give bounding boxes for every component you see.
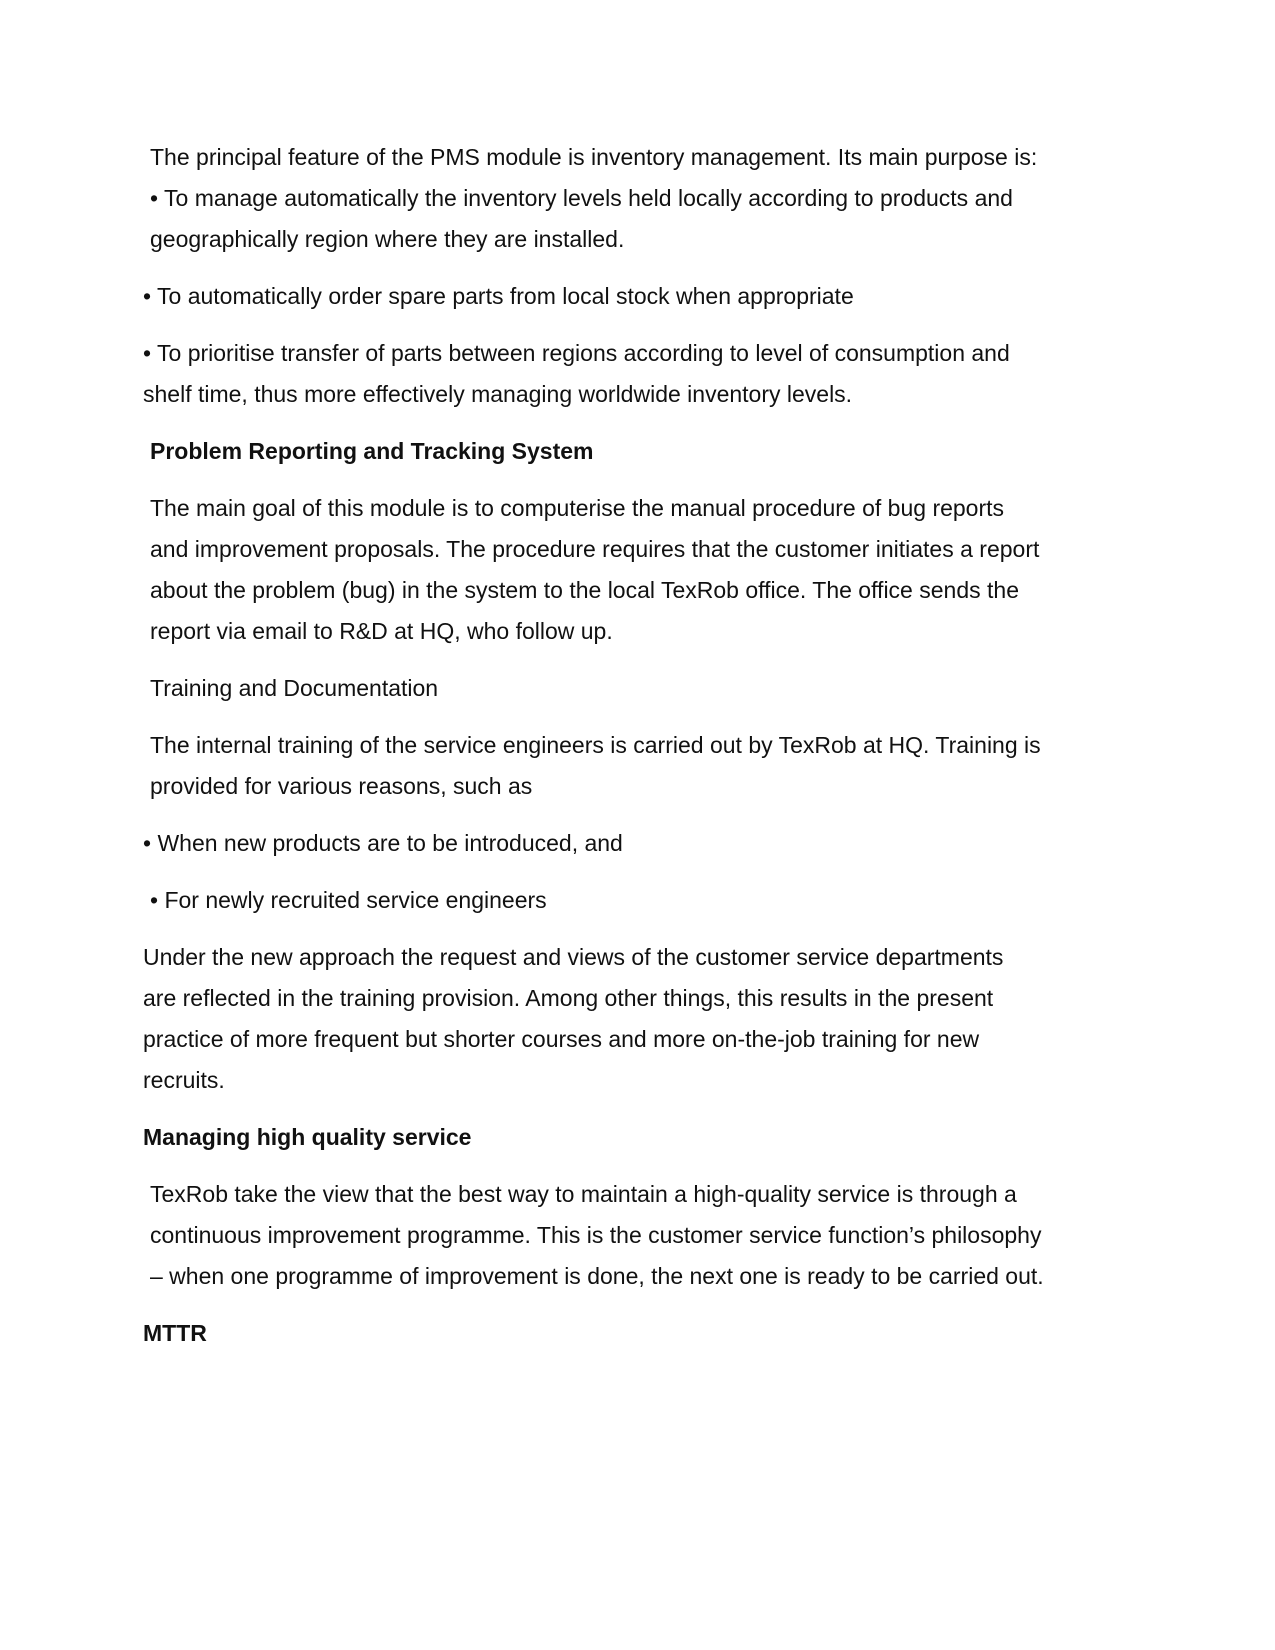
paragraph [143,725,1093,807]
text-line: Training and Documentation [150,675,439,701]
paragraph [143,488,1093,652]
paragraph [143,137,1093,260]
text-line: The main goal of this module is to computerise the manual procedure of bug reports [150,495,1005,521]
text-line: • For newly recruited service engineers [150,887,547,913]
text-line: Under the new approach the request and views of the customer service departments [143,944,1004,970]
text-line: – when one programme of improvement is done, the next one is ready to be carried out. [150,1263,1044,1289]
text-line: provided for various reasons, such as [150,773,533,799]
text-line: are reflected in the training provision. Among other things, this results in the present [143,985,994,1011]
text-line: Problem Reporting and Tracking System [150,438,594,464]
text-line: about the problem (bug) in the system to the local TexRob office. The office sends the [150,577,1019,603]
bullet-item [143,276,1093,317]
text-line: and improvement proposals. The procedure requires that the customer initiates a report [150,536,1040,562]
text-line: practice of more frequent but shorter courses and more on-the-job training for new [143,1026,980,1052]
text-line: The internal training of the service engineers is carried out by TexRob at HQ. Training is [150,732,1041,758]
text-line: continuous improvement programme. This is the customer service function’s philosophy [150,1222,1042,1248]
bullet-item [143,823,1093,864]
bullet-item [143,333,1093,415]
text-line: • To manage automatically the inventory levels held locally according to products and [150,185,1013,211]
text-line: geographically region where they are installed. [150,226,625,252]
section-heading [143,1313,1093,1354]
text-line: MTTR [143,1320,207,1346]
document-body [143,137,1093,1370]
text-line: recruits. [143,1067,225,1093]
text-line: report via email to R&D at HQ, who follow up. [150,618,613,644]
text-line: • To automatically order spare parts from local stock when appropriate [143,283,854,309]
text-line: • When new products are to be introduced, and [143,830,623,856]
text-line: Managing high quality service [143,1124,472,1150]
section-heading [143,431,1093,472]
text-line: The principal feature of the PMS module is inventory management. Its main purpose is: [150,144,1038,170]
text-line: TexRob take the view that the best way to maintain a high-quality service is through a [150,1181,1017,1207]
bullet-item [143,880,1093,921]
text-line: • To prioritise transfer of parts between regions according to level of consumption and [143,340,1010,366]
paragraph [143,1174,1093,1297]
text-line: shelf time, thus more effectively managing worldwide inventory levels. [143,381,853,407]
section-heading [143,1117,1093,1158]
paragraph [143,937,1093,1101]
section-heading [143,668,1093,709]
